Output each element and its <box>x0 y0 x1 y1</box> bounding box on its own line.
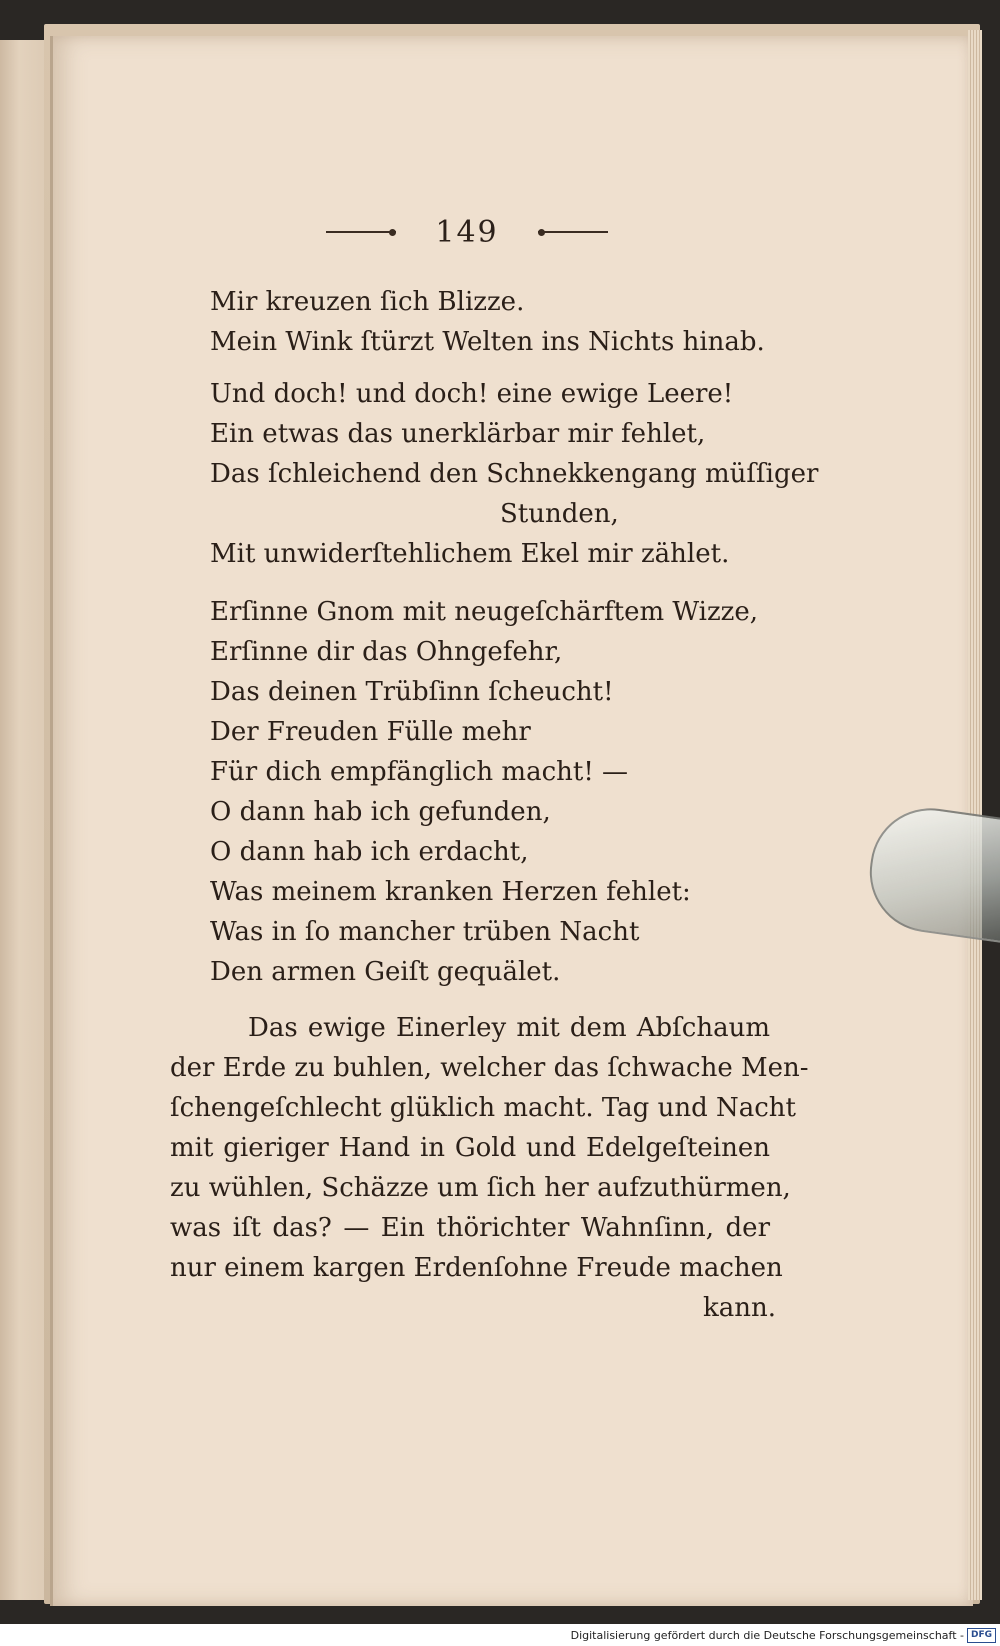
ornament-rule-right <box>538 229 608 235</box>
verse-line: O dann hab ich gefunden, <box>210 797 551 827</box>
footer-bar <box>0 1624 1000 1646</box>
funding-credit <box>571 1628 996 1643</box>
verse-line: Was meinem kranken Herzen fehlet: <box>210 877 691 907</box>
prose-line: Das ewige Einerley mit dem Abſchaum <box>248 1013 770 1043</box>
left-page-leaf <box>0 40 50 1600</box>
verse-line: Der Freuden Fülle mehr <box>210 717 531 747</box>
prose-line: der Erde zu buhlen, welcher das ſchwache Men- <box>170 1053 809 1083</box>
verse-line: Erſinne Gnom mit neugeſchärftem Wizze, <box>210 597 759 627</box>
prose-line: was iſt das? — Ein thörichter Wahnſinn, der <box>170 1213 770 1243</box>
verse-line: Mir kreuzen ſich Blizze. <box>210 287 525 317</box>
verse-line: Mein Wink ſtürzt Welten ins Nichts hinab. <box>210 327 765 357</box>
funding-credit-text: Digitalisierung gefördert durch die Deutsche Forschungsgemeinschaft - <box>570 1629 964 1642</box>
verse-line: Was in ſo mancher trüben Nacht <box>210 917 640 947</box>
page-header <box>326 212 608 252</box>
verse-line: Mit unwiderſtehlichem Ekel mir zählet. <box>210 539 730 569</box>
prose-line: ſchengeſchlecht glüklich macht. Tag und Nacht <box>170 1093 796 1123</box>
verse-line: Den armen Geiſt gequälet. <box>210 957 561 987</box>
verse-line: Das deinen Trübſinn ſcheucht! <box>210 677 614 707</box>
prose-line: kann. <box>702 1293 776 1323</box>
verse-line: Erſinne dir das Ohngefehr, <box>210 637 563 667</box>
prose-line: nur einem kargen Erdenſohne Freude machen <box>170 1253 783 1283</box>
prose-line: mit gieriger Hand in Gold und Edelgeſteinen <box>170 1133 770 1163</box>
verse-line: Ein etwas das unerklärbar mir fehlet, <box>210 419 706 449</box>
verse-line: Das ſchleichend den Schnekkengang müſſiger <box>210 459 819 489</box>
verse-line: Und doch! und doch! eine ewige Leere! <box>210 379 734 409</box>
prose-line: zu wühlen, Schäzze um ſich her aufzuthürmen, <box>170 1173 791 1203</box>
ornament-rule-left <box>326 229 396 235</box>
verse-line: O dann hab ich erdacht, <box>210 837 529 867</box>
page-number: 149 <box>435 214 499 250</box>
dfg-logo: DFG <box>967 1628 996 1643</box>
verse-line-continuation: Stunden, <box>500 499 619 529</box>
verse-line: Für dich empfänglich macht! — <box>210 757 629 787</box>
